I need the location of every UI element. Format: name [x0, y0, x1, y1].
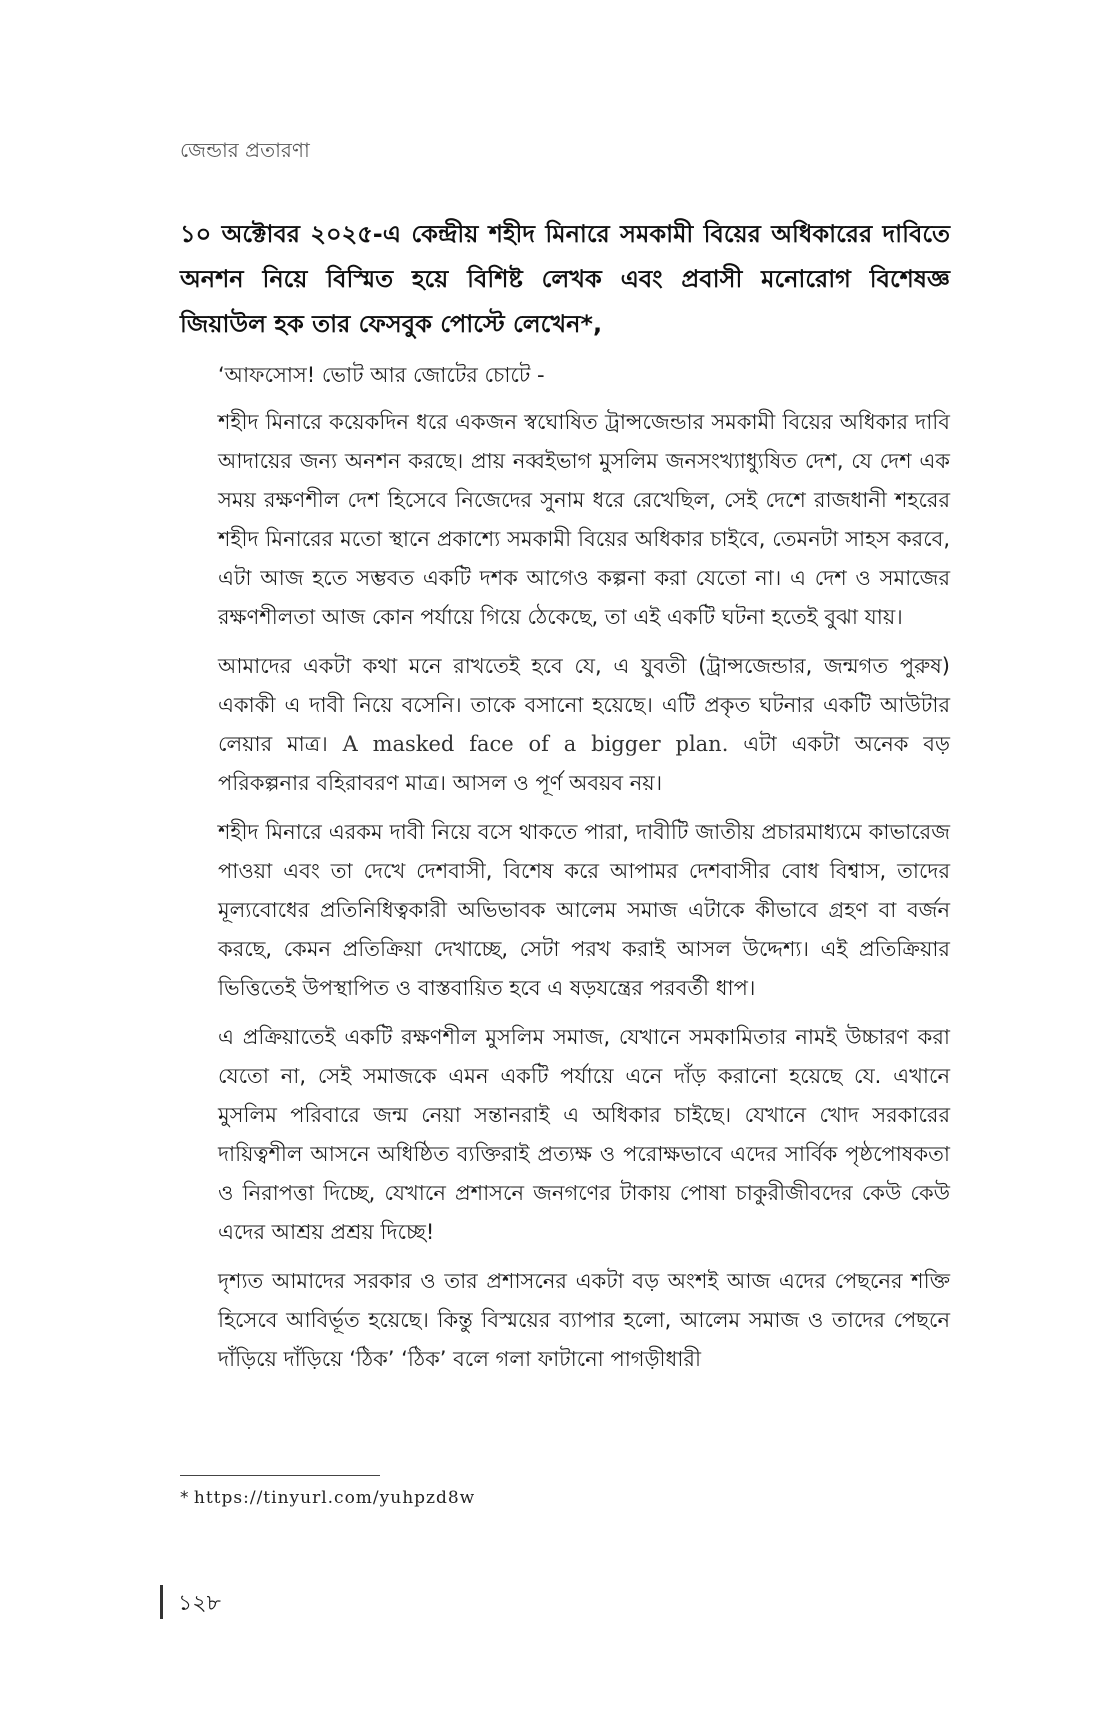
running-header: জেন্ডার প্রতারণা: [180, 138, 310, 162]
quote-paragraph-3: শহীদ মিনারে এরকম দাবী নিয়ে বসে থাকতে পারা, দাবীটি জাতীয় প্রচারমাধ্যমে কাভারেজ পাওয়া এবং তা দেখে দেশবাসী, বিশেষ করে আপামর দেশবাসীর বোধ বিশ্বাস, তাদের মূল্যবোধের প্রতিনিধিত্বকারী অভিভাবক আলেম সমাজ এটাকে কীভাবে গ্রহণ বা বর্জন করছে, কেমন প্রতিক্রিয়া দেখাচ্ছে, সেটা পরখ করাই আসল উদ্দেশ্য। এই প্রতিক্রিয়ার ভিত্তিতেই উপস্থাপিত ও বাস্তবায়িত হবে এ ষড়যন্ত্রের পরবর্তী ধাপ।: [218, 820, 950, 1000]
page-number-bar: [160, 1585, 163, 1619]
page-number: ১২৮: [178, 1591, 221, 1616]
quote-paragraph-1: শহীদ মিনারে কয়েকদিন ধরে একজন স্বঘোষিত ট্রান্সজেন্ডার সমকামী বিয়ের অধিকার দাবি আদায়ের জন্য অনশন করছে। প্রায় নব্বইভাগ মুসলিম জনসংখ্যাধ্যুষিত দেশ, যে দেশ এক সময় রক্ষণশীল দেশ হিসেবে নিজেদের সুনাম ধরে রেখেছিল, সেই দেশে রাজধানী শহরের শহীদ মিনারের মতো স্থানে প্রকাশ্যে সমকামী বিয়ের অধিকার চাইবে, তেমনটা সাহস করবে, এটা আজ হতে সম্ভবত একটি দশক আগেও কল্পনা করা যেতো না। এ দেশ ও সমাজের রক্ষণশীলতা আজ কোন পর্যায়ে গিয়ে ঠেকেছে, তা এই একটি ঘটনা হতেই বুঝা যায়।: [218, 410, 950, 629]
footnote-link[interactable]: https://tinyurl.com/yuhpzd8w: [193, 1488, 476, 1508]
quoted-post: [218, 356, 950, 1389]
quote-paragraph-5: দৃশ্যত আমাদের সরকার ও তার প্রশাসনের একটা বড় অংশই আজ এদের পেছনের শক্তি হিসেবে আবির্ভূত হয়েছে। কিন্তু বিস্ময়ের ব্যাপার হলো, আলেম সমাজ ও তাদের পেছনে দাঁড়িয়ে দাঁড়িয়ে ‘ঠিক’ ‘ঠিক’ বলে গলা ফাটানো পাগড়ীধারী: [218, 1269, 950, 1371]
english-phrase: A masked face of a bigger plan.: [342, 732, 729, 756]
footnote: [180, 1488, 475, 1508]
quote-paragraph-2-text-b: এটা একটা অনেক বড় পরিকল্পনার বহিরাবরণ মাত্র। আসল ও পূর্ণ অবয়ব নয়।: [218, 732, 950, 795]
quote-opening-line: ‘আফসোস! ভোট আর জোটের চোটে -: [218, 363, 545, 387]
quote-paragraph-4: এ প্রক্রিয়াতেই একটি রক্ষণশীল মুসলিম সমাজ, যেখানে সমকামিতার নামই উচ্চারণ করা যেতো না, সেই সমাজকে এমন একটি পর্যায়ে এনে দাঁড় করানো হয়েছে যে. এখানে মুসলিম পরিবারে জন্ম নেয়া সন্তানরাই এ অধিকার চাইছে। যেখানে খোদ সরকারের দায়িত্বশীল আসনে অধিষ্ঠিত ব্যক্তিরাই প্রত্যক্ষ ও পরোক্ষভাবে এদের সার্বিক পৃষ্ঠপোষকতা ও নিরাপত্তা দিচ্ছে, যেখানে প্রশাসনে জনগণের টাকায় পোষা চাকুরীজীবদের কেউ কেউ এদের আশ্রয় প্রশ্রয় দিচ্ছে!: [218, 1025, 950, 1244]
quote-paragraph-2: [218, 647, 950, 803]
quote-paragraph-2-text-a: আমাদের একটা কথা মনে রাখতেই হবে যে, এ যুবতী (ট্রান্সজেন্ডার, জন্মগত পুরুষ) একাকী এ দাবী নিয়ে বসেনি। তাকে বসানো হয়েছে। এটি প্রকৃত ঘটনার একটি আউটার লেয়ার মাত্র।: [218, 654, 950, 756]
intro-paragraph: ১০ অক্টোবর ২০২৫-এ কেন্দ্রীয় শহীদ মিনারে সমকামী বিয়ের অধিকারের দাবিতে অনশন নিয়ে বিস্মিত হয়ে বিশিষ্ট লেখক এবং প্রবাসী মনোরোগ বিশেষজ্ঞ জিয়াউল হক তার ফেসবুক পোস্টে লেখেন*,: [180, 220, 950, 338]
footnote-marker: *: [180, 1488, 189, 1508]
footnote-divider: [180, 1475, 380, 1476]
